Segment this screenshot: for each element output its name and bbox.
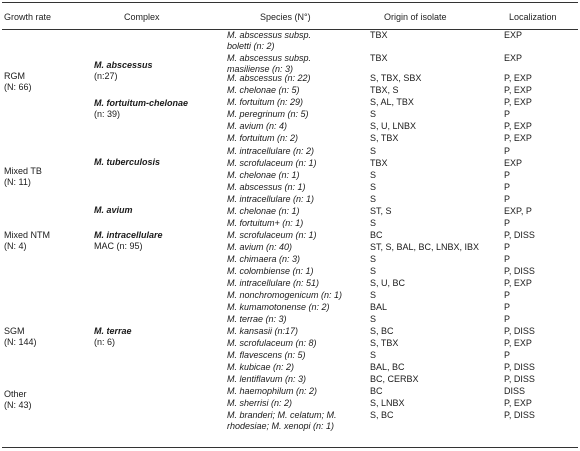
localization-cell: DISS	[504, 386, 526, 396]
species-cell: M. haemophilum (n: 2)	[227, 386, 318, 396]
localization-cell: P	[504, 218, 511, 228]
growth-group: Mixed TB (N: 11)	[4, 166, 42, 187]
species-cell: M. lentiflavum (n: 3)	[227, 374, 307, 384]
species-cell: M. sherrisi (n: 2)	[227, 398, 293, 408]
origin-cell: S	[370, 109, 377, 119]
origin-cell: S, U, BC	[370, 278, 406, 288]
table-bottom-rule	[2, 447, 578, 448]
origin-cell: S, TBX	[370, 338, 399, 348]
species-cell: M. abscessus (n: 1)	[227, 182, 306, 192]
header-complex: Complex	[124, 12, 160, 22]
localization-cell: P	[504, 290, 511, 300]
species-cell: M. flavescens (n: 5)	[227, 350, 306, 360]
origin-cell: S, U, LNBX	[370, 121, 417, 131]
origin-cell: TBX	[370, 30, 388, 40]
localization-cell: P	[504, 254, 511, 264]
localization-cell: P, DISS	[504, 374, 535, 384]
localization-cell: P	[504, 194, 511, 204]
species-cell: M. abscessus subsp. masiliense (n: 3)	[227, 53, 312, 74]
species-cell: M. terrae (n: 3)	[227, 314, 287, 324]
species-cell: M. scrofulaceum (n: 8)	[227, 338, 317, 348]
localization-cell: P, EXP	[504, 278, 532, 288]
origin-cell: S, LNBX	[370, 398, 405, 408]
species-cell: M. branderi; M. celatum; M. rhodesiae; M. xenopi (n: 1)	[227, 410, 337, 431]
origin-cell: BAL	[370, 302, 388, 312]
species-cell: M. fortuitum (n: 2)	[227, 133, 299, 143]
origin-cell: TBX, S	[370, 85, 399, 95]
species-cell: M. intracellulare (n: 51)	[227, 278, 320, 288]
complex-group: M. fortuitum-chelonae (n: 39)	[94, 98, 188, 119]
species-cell: M. chelonae (n: 1)	[227, 206, 300, 216]
origin-cell: S, BC	[370, 410, 394, 420]
growth-group: SGM (N: 144)	[4, 326, 37, 347]
origin-cell: BC	[370, 386, 383, 396]
header-species: Species (N°)	[260, 12, 311, 22]
species-cell: M. abscessus subsp. boletti (n: 2)	[227, 30, 312, 51]
species-cell: M. chelonae (n: 5)	[227, 85, 300, 95]
origin-cell: S	[370, 146, 377, 156]
origin-cell: ST, S, BAL, BC, LNBX, IBX	[370, 242, 480, 252]
origin-cell: BC	[370, 230, 383, 240]
localization-cell: P, EXP	[504, 121, 532, 131]
origin-cell: BC, CERBX	[370, 374, 419, 384]
species-cell: M. scrofulaceum (n: 1)	[227, 230, 317, 240]
species-cell: M. scrofulaceum (n: 1)	[227, 158, 317, 168]
header-origin: Origin of isolate	[384, 12, 447, 22]
localization-cell: P	[504, 350, 511, 360]
species-cell: M. abscessus (n: 22)	[227, 73, 311, 83]
origin-cell: TBX	[370, 158, 388, 168]
origin-cell: S	[370, 218, 377, 228]
localization-cell: P, DISS	[504, 266, 535, 276]
origin-cell: S	[370, 314, 377, 324]
origin-cell: S	[370, 254, 377, 264]
localization-cell: P, DISS	[504, 410, 535, 420]
complex-group: M. avium	[94, 205, 133, 215]
species-cell: M. intracellulare (n: 2)	[227, 146, 315, 156]
localization-cell: P	[504, 314, 511, 324]
localization-cell: EXP, P	[504, 206, 532, 216]
header-localization: Localization	[509, 12, 557, 22]
localization-cell: P, EXP	[504, 97, 532, 107]
localization-cell: EXP	[504, 30, 523, 40]
species-cell: M. peregrinum (n: 5)	[227, 109, 309, 119]
species-cell: M. chelonae (n: 1)	[227, 170, 300, 180]
localization-cell: P	[504, 146, 511, 156]
species-cell: M. intracellulare (n: 1)	[227, 194, 315, 204]
species-cell: M. kubicae (n: 2)	[227, 362, 295, 372]
localization-cell: P	[504, 109, 511, 119]
localization-cell: P	[504, 170, 511, 180]
localization-cell: P, EXP	[504, 85, 532, 95]
localization-cell: EXP	[504, 53, 523, 63]
origin-cell: S, TBX	[370, 133, 399, 143]
localization-cell: P, EXP	[504, 338, 532, 348]
table-header	[0, 2, 576, 29]
localization-cell: P	[504, 242, 511, 252]
localization-cell: P, EXP	[504, 398, 532, 408]
species-cell: M. kansasii (n:17)	[227, 326, 299, 336]
species-cell: M. colombiense (n: 1)	[227, 266, 314, 276]
species-cell: M. fortuitum (n: 29)	[227, 97, 304, 107]
growth-group: Other (N: 43)	[4, 389, 32, 410]
localization-cell: P, EXP	[504, 73, 532, 83]
species-cell: M. avium (n: 4)	[227, 121, 288, 131]
origin-cell: BAL, BC	[370, 362, 405, 372]
origin-cell: S	[370, 290, 377, 300]
complex-group: M. tuberculosis	[94, 157, 161, 167]
localization-cell: P, DISS	[504, 326, 535, 336]
complex-group: M. abscessus (n:27)	[94, 60, 153, 81]
header-growth-rate: Growth rate	[4, 12, 52, 22]
localization-cell: P, EXP	[504, 133, 532, 143]
origin-cell: S, AL, TBX	[370, 97, 414, 107]
origin-cell: S	[370, 170, 377, 180]
localization-cell: P	[504, 302, 511, 312]
species-cell: M. fortuitum+ (n: 1)	[227, 218, 304, 228]
localization-cell: P, DISS	[504, 362, 535, 372]
localization-cell: P	[504, 182, 511, 192]
origin-cell: TBX	[370, 53, 388, 63]
origin-cell: S	[370, 182, 377, 192]
origin-cell: S, BC	[370, 326, 394, 336]
growth-group: Mixed NTM (N: 4)	[4, 230, 51, 251]
origin-cell: S	[370, 266, 377, 276]
complex-group: M. intracellulare MAC (n: 95)	[94, 230, 163, 251]
growth-group: RGM (N: 66)	[4, 71, 32, 92]
localization-cell: P, DISS	[504, 230, 535, 240]
species-cell: M. chimaera (n: 3)	[227, 254, 301, 264]
origin-cell: ST, S	[370, 206, 392, 216]
complex-group: M. terrae (n: 6)	[94, 326, 132, 347]
species-cell: M. nonchromogenicum (n: 1)	[227, 290, 343, 300]
origin-cell: S	[370, 194, 377, 204]
origin-cell: S	[370, 350, 377, 360]
species-cell: M. avium (n: 40)	[227, 242, 293, 252]
origin-cell: S, TBX, SBX	[370, 73, 422, 83]
localization-cell: EXP	[504, 158, 523, 168]
species-cell: M. kumamotonense (n: 2)	[227, 302, 330, 312]
